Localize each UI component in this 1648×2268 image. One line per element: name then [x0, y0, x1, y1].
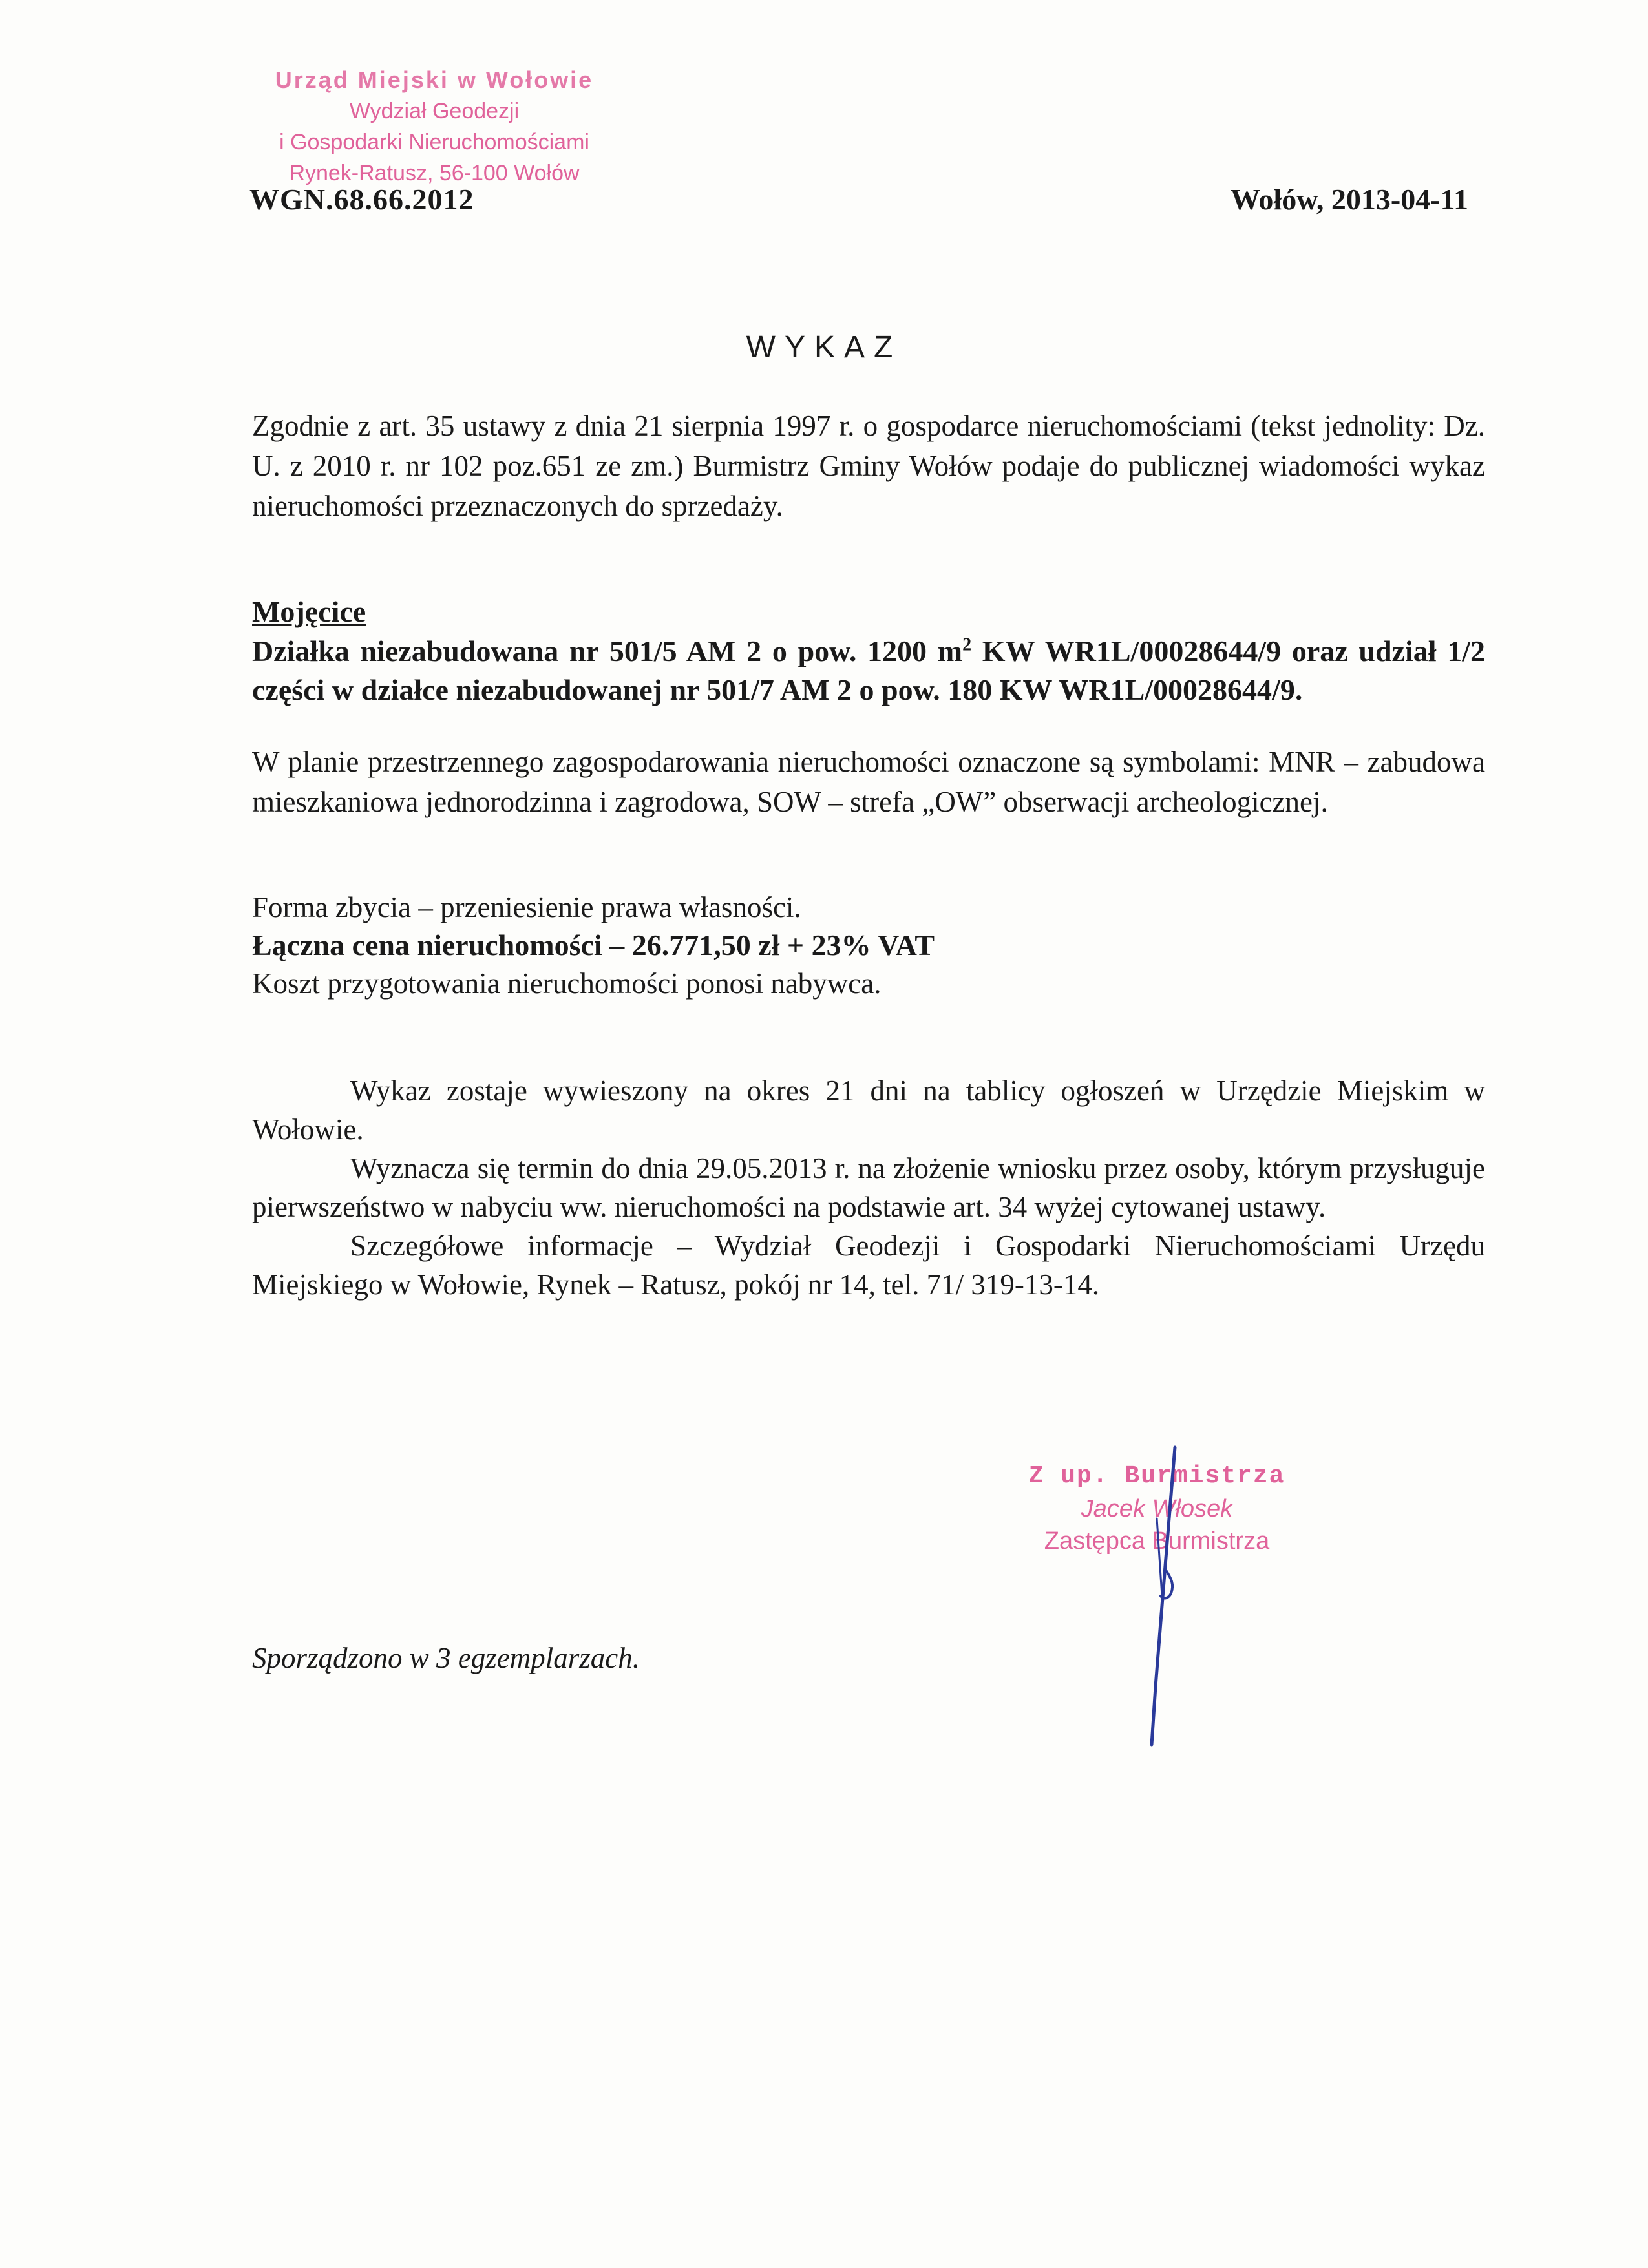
- total-price: Łączna cena nieruchomości – 26.771,50 zł + 23% VAT: [252, 929, 935, 961]
- plot-text-part2: KW WR1L/00028644/9 oraz udział 1/2 części w działce niezabudowanej nr 501/7 AM 2 o pow. 180 KW WR1L/00028644/9.: [252, 635, 1485, 706]
- stamp-line-1: Urząd Miejski w Wołowie: [275, 67, 594, 93]
- stamp-line-2: Wydział Geodezji: [349, 99, 520, 123]
- notes-section: [252, 1071, 1485, 1304]
- note-paragraph: Wykaz zostaje wywieszony na okres 21 dni na tablicy ogłoszeń w Urzędzie Miejskim w Wołowie.: [252, 1075, 1485, 1146]
- intro-paragraph: Zgodnie z art. 35 ustawy z dnia 21 sierpnia 1997 r. o gospodarce nieruchomościami (tekst jednolity: Dz. U. z 2010 r. nr 102 poz.651 ze zm.) Burmistrz Gminy Wołów podaje do publicznej wiadomości wykaz nieruchomości przeznaczonych do sprzedaży.: [252, 410, 1485, 522]
- document-title: WYKAZ: [746, 330, 902, 364]
- place-date: Wołów, 2013-04-11: [1230, 183, 1468, 216]
- signature-stamp-line-3: Zastępca Burmistrza: [1044, 1528, 1270, 1555]
- stamp-line-3: i Gospodarki Nieruchomościami: [279, 130, 589, 154]
- note-paragraph: Szczegółowe informacje – Wydział Geodezji i Gospodarki Nieruchomościami Urzędu Miejskiego w Wołowie, Rynek – Ratusz, pokój nr 14, tel. 71/ 319-13-14.: [252, 1230, 1485, 1301]
- zoning-plan-paragraph: W planie przestrzennego zagospodarowania nieruchomości oznaczone są symbolami: MNR – zabudowa mieszkaniowa jednorodzinna i zagrodowa, SOW – strefa „OW” obserwacji archeologicznej.: [252, 746, 1485, 818]
- plot-text-part1: Działka niezabudowana nr 501/5 AM 2 o pow. 1200 m: [252, 635, 963, 667]
- disposal-form: Forma zbycia – przeniesienie prawa własności.: [252, 891, 801, 923]
- plot-superscript: 2: [962, 635, 972, 655]
- office-stamp: [227, 65, 641, 189]
- note-paragraph: Wyznacza się termin do dnia 29.05.2013 r. na złożenie wniosku przez osoby, którym przysługuje pierwszeństwo w nabyciu ww. nieruchomości na podstawie art. 34 wyżej cytowanej ustawy.: [252, 1152, 1485, 1223]
- handwritten-signature: [1099, 1441, 1228, 1751]
- signature-stamp-line-1: Z up. Burmistrza: [1028, 1462, 1285, 1490]
- property-location: Mojęcice: [252, 595, 366, 628]
- stamp-line-4: Rynek-Ratusz, 56-100 Wołów: [289, 161, 580, 185]
- footer-note: Sporządzono w 3 egzemplarzach.: [252, 1642, 640, 1674]
- cost-note: Koszt przygotowania nieruchomości ponosi nabywca.: [252, 967, 882, 1000]
- reference-number: WGN.68.66.2012: [249, 183, 474, 216]
- plot-description: [252, 632, 1485, 709]
- signature-stamp-line-2: Jacek Włosek: [1081, 1495, 1233, 1522]
